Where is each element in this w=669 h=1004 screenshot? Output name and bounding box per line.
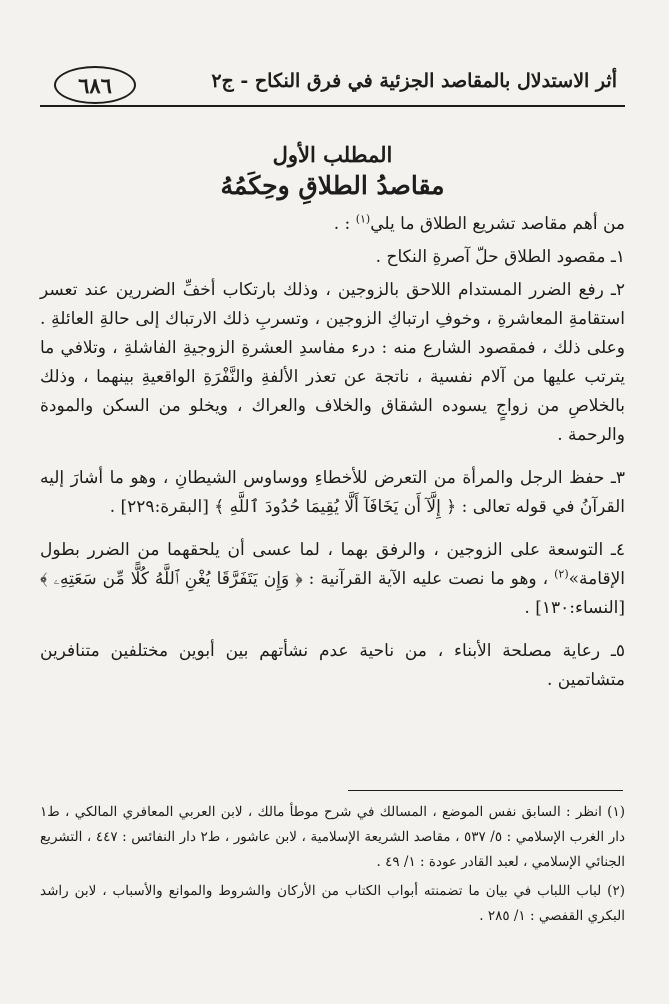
intro-text: من أهم مقاصد تشريع الطلاق ما يلي bbox=[370, 214, 625, 234]
paragraph-4-text: ٤ـ التوسعة على الزوجين ، والرفق بهما ، لما عسى أن يلحقهما من الضرر بطول الإقامة» bbox=[40, 540, 625, 589]
running-title: أثر الاستدلال بالمقاصد الجزئية في فرق النكاح - ج٢ bbox=[211, 70, 617, 92]
footnote-2: (٢) لباب اللباب في بيان ما تضمنته أبواب الكتاب من الأركان والشروط والموانع والأسباب ، لابن راشد البكري القفصي : ١/ ٢٨٥ . bbox=[40, 883, 625, 924]
footnote-separator bbox=[348, 790, 623, 791]
main-text bbox=[40, 140, 625, 695]
footnotes bbox=[40, 800, 625, 933]
footnote-ref-1: (١) bbox=[355, 212, 371, 226]
footnote-1: (١) انظر : السابق نفس الموضع ، المسالك في شرح موطأ مالك ، لابن العربي المعافري المالكي ، ط١ دار الغرب الإسلامي : ٥/ ٥٣٧ ، مقاصد الشريعة الإسلامية ، لابن عاشور ، ط٢ دار النفائس : ٤٤٧ ، التشريع الجنائي الإسلامي ، لعبد القادر عودة : ١/ ٤٩ . bbox=[40, 804, 626, 870]
intro-end: : . bbox=[333, 214, 356, 234]
page-number: ٦٨٦ bbox=[54, 66, 136, 104]
intro-line bbox=[40, 210, 625, 239]
paragraph-1: ١ـ مقصود الطلاق حلّ آصرةِ النكاح . bbox=[375, 247, 625, 267]
paragraph-2: ٢ـ رفع الضرر المستدام اللاحق بالزوجين ، وذلك بارتكاب أخفِّ الضررين عند تعسر استقامةِ المعاشرةِ ، وخوفِ ارتباكِ الزوجين ، وتسربِ ذلك الارتباك إلى حالةِ العائلةِ . وعلى ذلك ، فمقصود الشارع منه : درء مفاسدِ العشرةِ الزوجيةِ الفاشلةِ ، وتلافي ما يترتب عليها من آلام نفسية ، ناتجة عن تعذر الألفةِ والنَّفْرَةِ الواقعيةِ بينهما ، وذلك بالخلاصِ من زواجٍ يسوده الشقاق والخلاف والعراك ، ويخلو من السكن والمودة والرحمة . bbox=[40, 280, 625, 445]
section-title: مقاصدُ الطلاقِ وحِكَمُهُ bbox=[220, 171, 445, 200]
paragraph-4 bbox=[40, 536, 625, 623]
paragraph-5: ٥ـ رعاية مصلحة الأبناء ، من ناحية عدم نشأتهم بين أبوين مختلفين متنافرين متشاتمين . bbox=[40, 641, 625, 690]
running-header bbox=[40, 62, 625, 106]
paragraph-3: ٣ـ حفظ الرجل والمرأة من التعرض للأخطاءِ ووساوس الشيطانِ ، وهو ما أشارَ إليه القرآنُ في قوله تعالى : ﴿ إِلَّآ أَن يَخَافَآ أَلَّا يُقِيمَا حُدُودَ ٱللَّهِ ﴾ [البقرة:٢٢٩] . bbox=[40, 468, 625, 517]
section-label: المطلب الأول bbox=[272, 142, 393, 167]
footnote-ref-2: (٢) bbox=[554, 567, 569, 581]
paragraph-4-rest: ، وهو ما نصت عليه الآية القرآنية : ﴿ وَإِن يَتَفَرَّقَا يُغْنِ ٱللَّهُ كُلًّا مِّن سَعَتِهِۦ ﴾ [النساء:١٣٠] . bbox=[40, 569, 625, 618]
header-rule bbox=[40, 105, 625, 107]
